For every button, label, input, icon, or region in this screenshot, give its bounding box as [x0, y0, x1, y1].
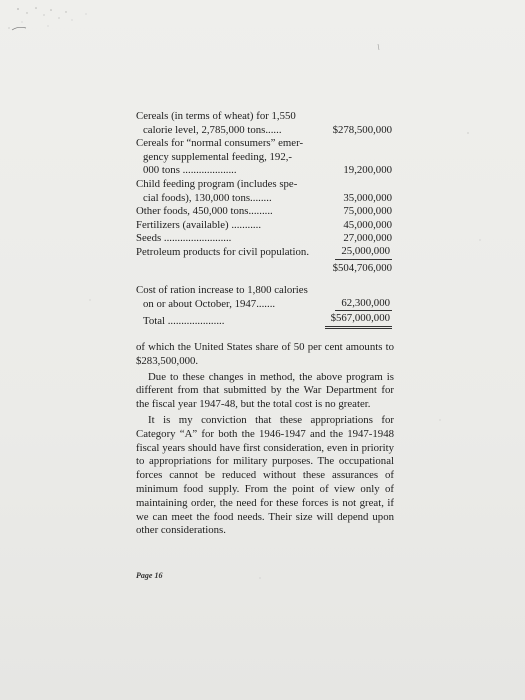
page-number: Page 16	[136, 571, 163, 580]
item-desc-line: Fertilizers (available) ...........	[136, 218, 262, 231]
ledger-item-fertilizers	[136, 219, 392, 233]
item-amount: 35,000,000	[343, 191, 392, 204]
item-desc-line: Other foods, 450,000 tons.........	[136, 205, 273, 218]
item-amount: 25,000,000	[335, 245, 392, 260]
total-amount: $567,000,000	[325, 312, 392, 329]
ledger-item-cereals	[136, 110, 392, 137]
ledger-item-normal-consumers	[136, 137, 392, 178]
ledger-subtotal: $504,706,000	[332, 261, 392, 274]
item-amount: $278,500,000	[332, 123, 392, 136]
item-desc-line: Petroleum products for civil population.	[136, 245, 310, 258]
body-text	[136, 341, 394, 538]
item-desc-line: Cereals for “normal consumers” emer-	[136, 137, 304, 150]
item-desc-line: cial foods), 130,000 tons........	[143, 191, 272, 204]
item-desc-line: Cost of ration increase to 1,800 calories	[136, 284, 308, 297]
ledger-item-seeds	[136, 232, 392, 246]
ledger-total	[136, 312, 392, 329]
item-amount: 19,200,000	[343, 164, 392, 177]
ledger-item-ration-increase	[136, 284, 392, 311]
item-amount: 45,000,000	[343, 218, 392, 231]
item-amount: 62,300,000	[335, 297, 392, 312]
ledger-item-other-foods	[136, 205, 392, 219]
item-amount: 75,000,000	[343, 205, 392, 218]
item-desc-line: 000 tons ....................	[143, 164, 237, 177]
item-desc-line: Seeds .........................	[136, 232, 232, 245]
ledger-item-petroleum	[136, 246, 392, 260]
item-desc-line: on or about October, 1947.......	[143, 297, 276, 310]
item-desc-line: Cereals (in terms of wheat) for 1,550	[136, 110, 296, 122]
appropriations-table	[136, 110, 392, 329]
item-desc-line: Child feeding program (includes spe-	[136, 177, 298, 190]
paragraph: It is my conviction that these appropriations for Category “A” for both the 1946-1947 and the 1947-1948 fiscal years should have first consideration, even in priority to appropriations for military purposes. The occupational forces cannot be reduced without these assurances of minimum food supply. From the point of view only of maintaining order, the need for these forces is not great, if we can meet the food needs. Their size will depend upon other considerations.	[136, 413, 394, 537]
paragraph: of which the United States share of 50 per cent amounts to $283,500,000.	[136, 341, 394, 367]
item-desc-line: gency supplemental feeding, 192,-	[143, 150, 293, 163]
ledger-item-child-feeding	[136, 178, 392, 205]
total-label: Total .....................	[143, 315, 225, 328]
item-amount: 27,000,000	[343, 232, 392, 245]
item-desc-line: calorie level, 2,785,000 tons......	[143, 123, 282, 136]
paragraph: Due to these changes in method, the above program is different from that submitted by the War Department for the fiscal year 1947-48, but the total cost is no greater.	[136, 370, 394, 411]
